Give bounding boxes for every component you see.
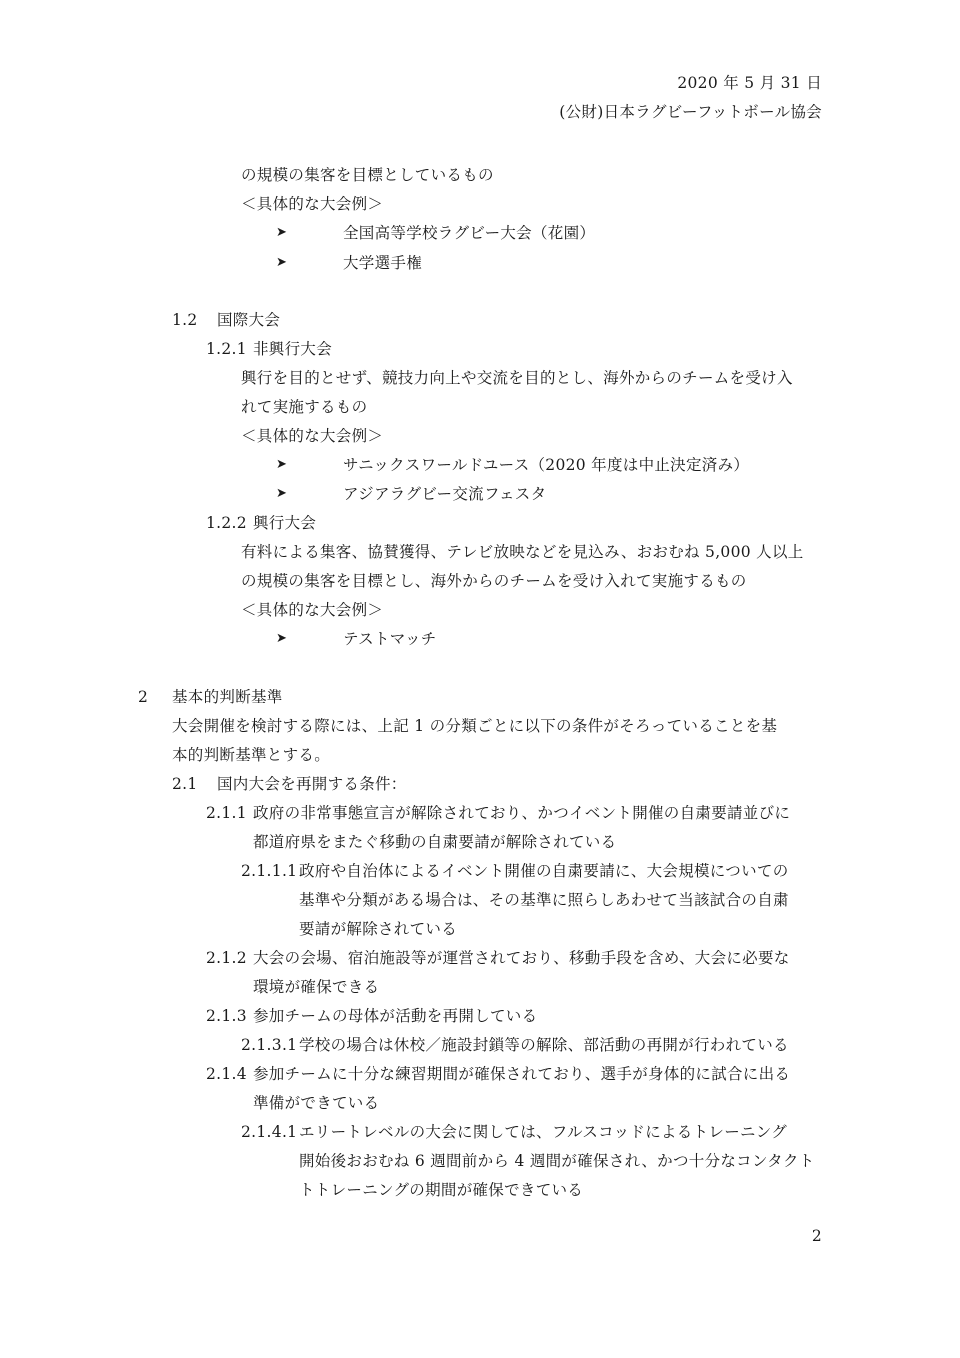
item-2-1-1-text-line: 政府の非常事態宣言が解除されており、かつイベント開催の自粛要請並びに [253, 804, 791, 822]
item-2-1-4-1-text-line: 開始後おおむね 6 週間前から 4 週間が確保され、かつ十分なコンタクト [299, 1152, 815, 1170]
example-item: 大学選手権 [343, 254, 423, 272]
item-2-1-1-1-text-line: 政府や自治体によるイベント開催の自粛要請に、大会規模についての [299, 862, 789, 880]
example-item: 全国高等学校ラグビー大会（花園） [343, 224, 596, 242]
item-2-1-2-text-line: 環境が確保できる [253, 978, 380, 996]
section-2-intro-line: 大会開催を検討する際には、上記 1 の分類ごとに以下の条件がそろっていることを基 [172, 717, 778, 735]
section-2-intro-line: 本的判断基準とする。 [172, 746, 331, 764]
arrow-bullet-icon: ➤ [276, 631, 287, 646]
section-1-2-1-number: 1.2.1 [206, 340, 247, 358]
item-2-1-4-text-line: 参加チームに十分な練習期間が確保されており、選手が身体的に試合に出る [253, 1065, 791, 1083]
section-2-1-number: 2.1 [172, 775, 198, 793]
item-2-1-1-1-number: 2.1.1.1 [241, 862, 298, 880]
section-1-2-2-title: 興行大会 [253, 514, 317, 532]
section-2-1-title: 国内大会を再開する条件： [217, 775, 407, 793]
section-2-number: 2 [138, 688, 149, 706]
document-date: 2020 年 5 月 31 日 [677, 74, 822, 92]
item-2-1-4-1-text-line: エリートレベルの大会に関しては、フルスコッドによるトレーニング [299, 1123, 788, 1141]
section-1-2-1-text-line: 興行を目的とせず、競技力向上や交流を目的とし、海外からのチームを受け入 [241, 369, 793, 387]
section-1-2-2-text-line: 有料による集客、協賛獲得、テレビ放映などを見込み、おおむね 5,000 人以上 [241, 543, 804, 561]
section-1-1-text-line: の規模の集客を目標としているもの [241, 166, 494, 184]
item-2-1-2-number: 2.1.2 [206, 949, 247, 967]
arrow-bullet-icon: ➤ [276, 486, 287, 501]
section-1-1-examples-label: ＜具体的な大会例＞ [241, 195, 384, 213]
section-1-2-1-title: 非興行大会 [253, 340, 333, 358]
example-item: テストマッチ [343, 630, 437, 648]
item-2-1-3-1-number: 2.1.3.1 [241, 1036, 298, 1054]
section-1-2-1-text-line: れて実施するもの [241, 398, 368, 416]
section-1-2-1-examples-label: ＜具体的な大会例＞ [241, 427, 384, 445]
arrow-bullet-icon: ➤ [276, 457, 287, 472]
section-1-2-2-text-line: の規模の集客を目標とし、海外からのチームを受け入れて実施するもの [241, 572, 747, 590]
arrow-bullet-icon: ➤ [276, 255, 287, 270]
item-2-1-3-1-text-line: 学校の場合は休校／施設封鎖等の解除、部活動の再開が行われている [299, 1036, 789, 1054]
section-1-2-number: 1.2 [172, 311, 198, 329]
section-1-2-heading: 国際大会 [217, 311, 281, 329]
item-2-1-4-number: 2.1.4 [206, 1065, 247, 1083]
item-2-1-3-number: 2.1.3 [206, 1007, 247, 1025]
item-2-1-2-text-line: 大会の会場、宿泊施設等が運営されており、移動手段を含め、大会に必要な [253, 949, 790, 967]
example-item: アジアラグビー交流フェスタ [343, 485, 547, 503]
item-2-1-4-1-number: 2.1.4.1 [241, 1123, 298, 1141]
item-2-1-4-1-text-line: トトレーニングの期間が確保できている [299, 1181, 584, 1199]
item-2-1-1-number: 2.1.1 [206, 804, 247, 822]
item-2-1-3-text-line: 参加チームの母体が活動を再開している [253, 1007, 538, 1025]
item-2-1-1-1-text-line: 要請が解除されている [299, 920, 458, 938]
arrow-bullet-icon: ➤ [276, 225, 287, 240]
section-1-2-2-examples-label: ＜具体的な大会例＞ [241, 601, 384, 619]
page-number: 2 [811, 1227, 822, 1245]
section-2-title: 基本的判断基準 [172, 688, 283, 706]
example-item: サニックスワールドユース（2020 年度は中止決定済み） [343, 456, 750, 474]
item-2-1-1-1-text-line: 基準や分類がある場合は、その基準に照らしあわせて当該試合の自粛 [299, 891, 789, 909]
item-2-1-1-text-line: 都道府県をまたぐ移動の自粛要請が解除されている [253, 833, 617, 851]
item-2-1-4-text-line: 準備ができている [253, 1094, 380, 1112]
section-1-2-2-number: 1.2.2 [206, 514, 247, 532]
organization-name: (公財)日本ラグビーフットボール協会 [559, 103, 822, 121]
